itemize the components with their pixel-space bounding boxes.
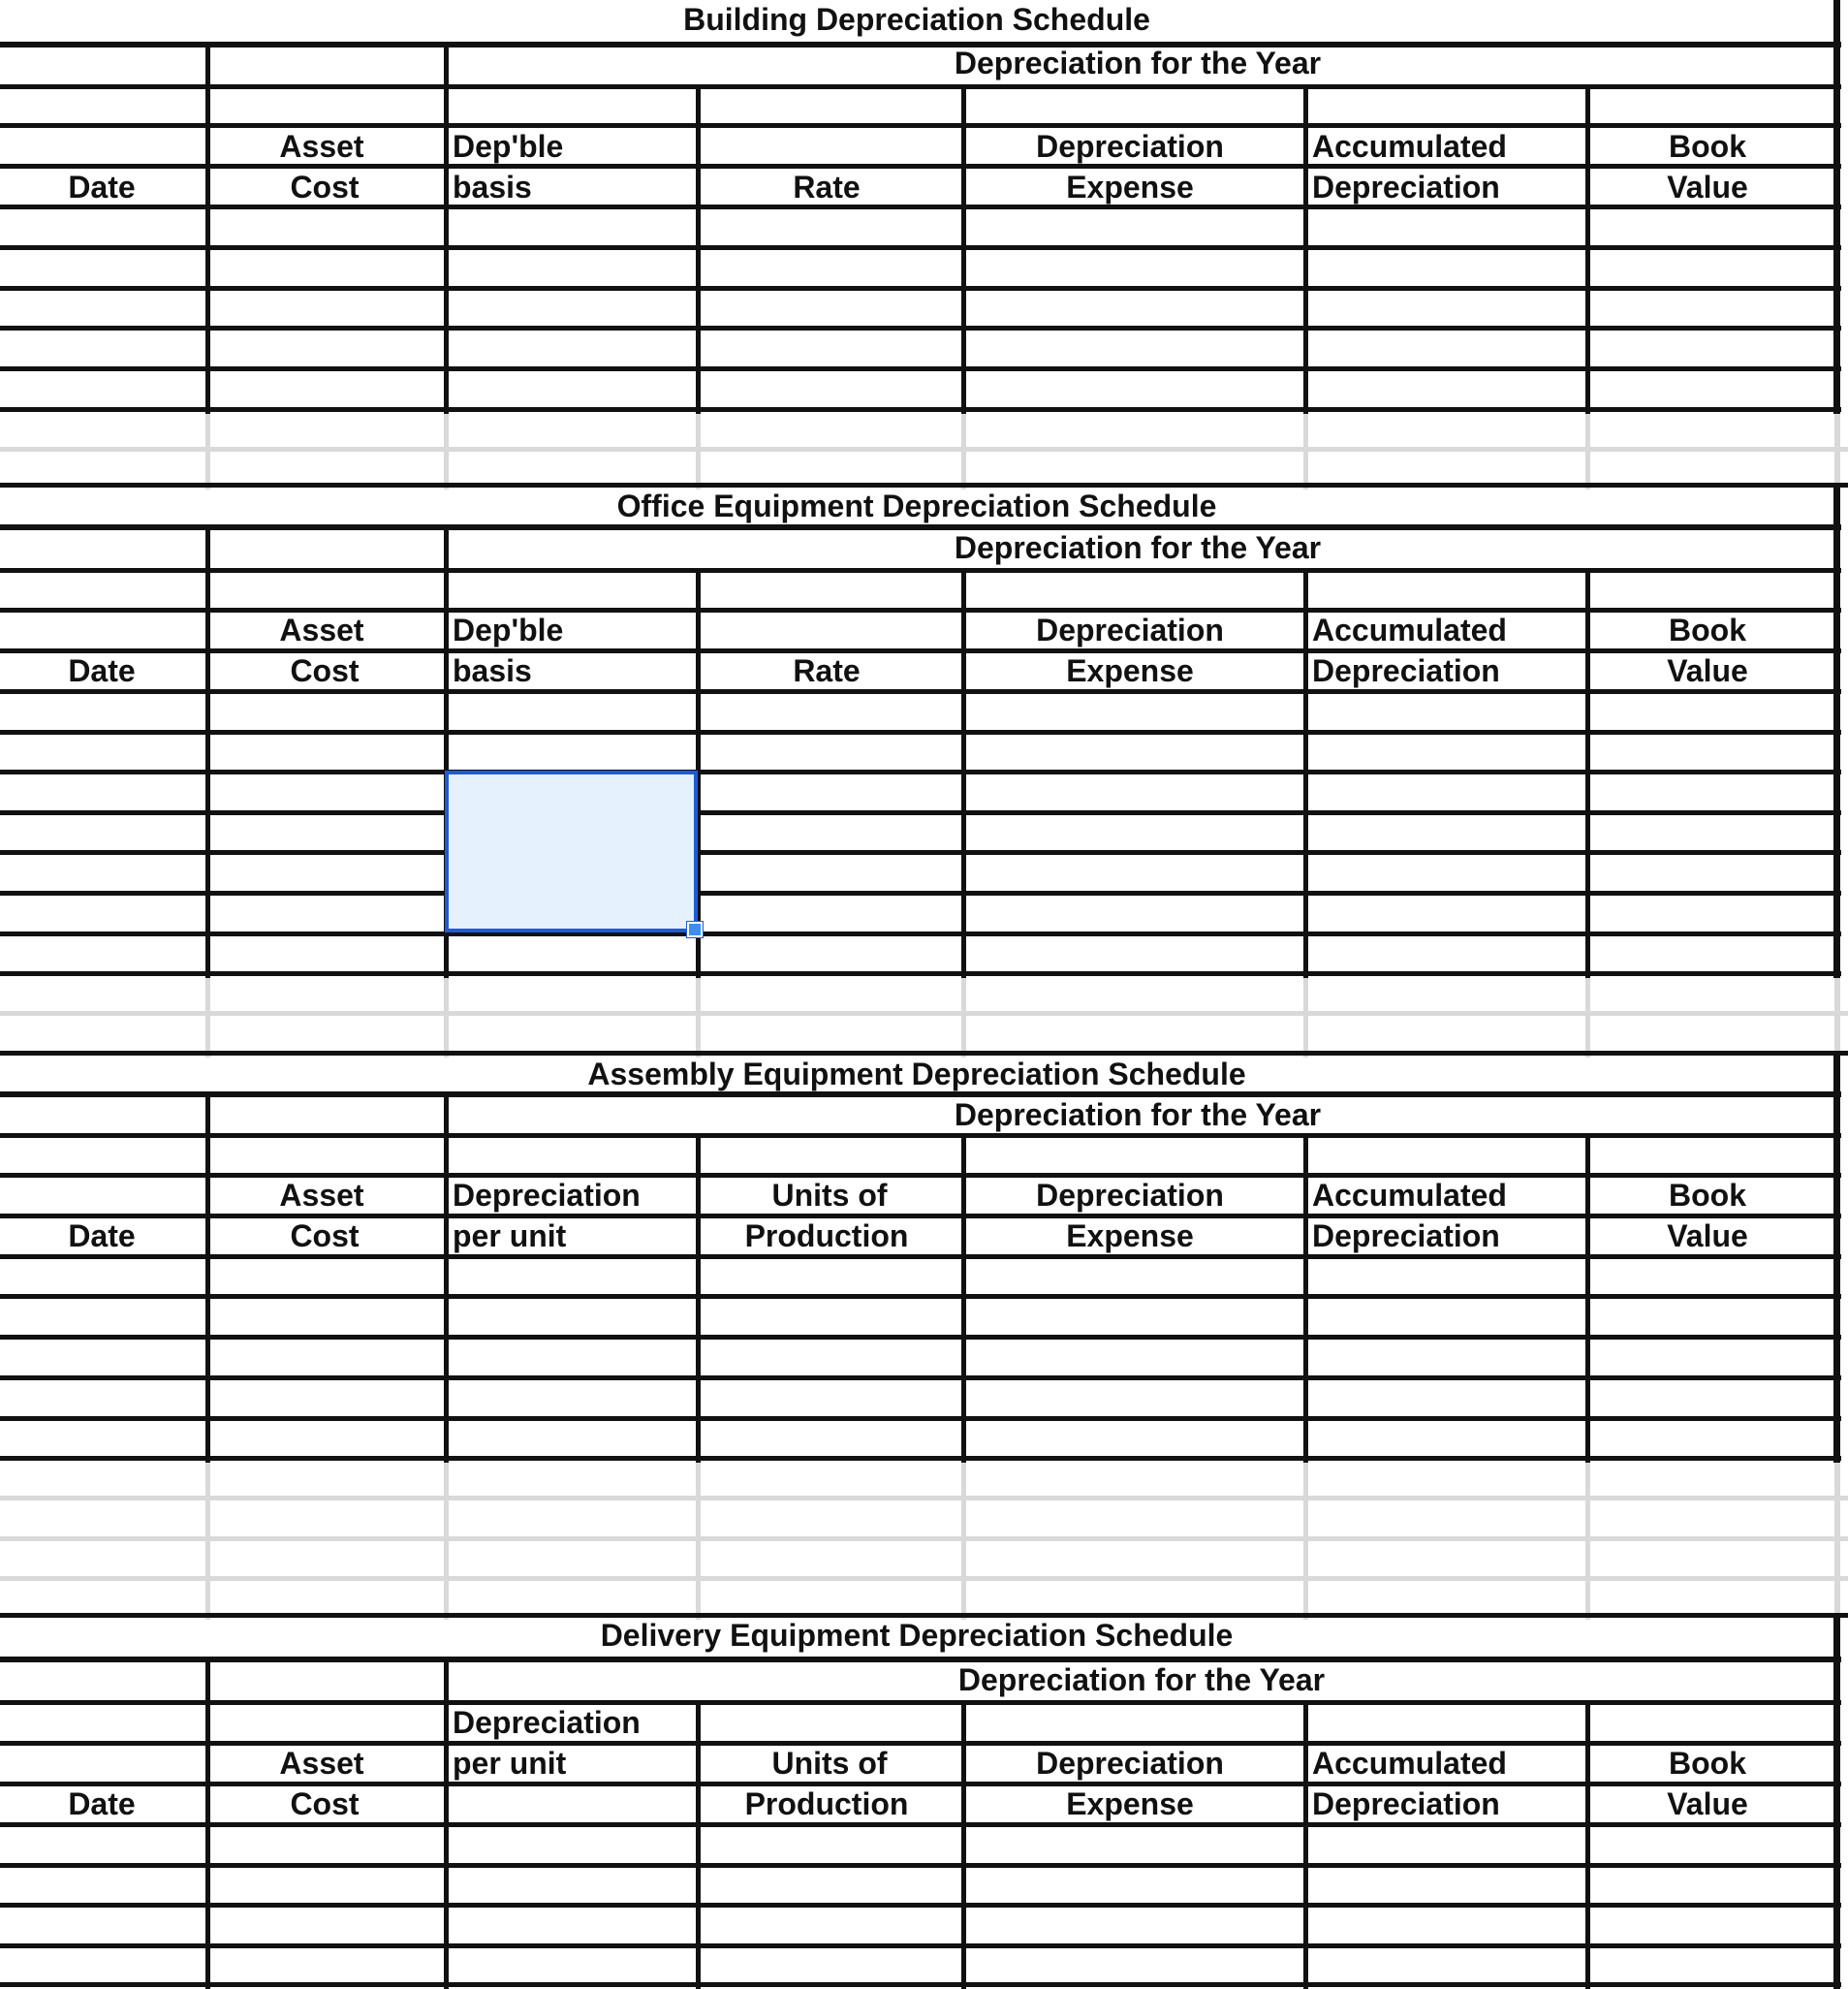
gridline bbox=[205, 43, 210, 414]
gridline bbox=[444, 43, 449, 414]
gridline bbox=[0, 608, 1841, 613]
header-date: Date bbox=[68, 653, 136, 688]
header-asset: Asset bbox=[279, 1178, 364, 1213]
header-accumulated: Accumulated bbox=[1312, 129, 1507, 164]
header-value: Value bbox=[1667, 1786, 1748, 1821]
group-label: Depreciation for the Year bbox=[954, 46, 1322, 80]
header-depble: Dep'ble bbox=[453, 129, 564, 164]
gridline bbox=[0, 366, 1841, 371]
gridline bbox=[0, 407, 1841, 412]
gridline bbox=[0, 1782, 1841, 1786]
gridline bbox=[0, 1903, 1841, 1908]
gridline bbox=[0, 286, 1841, 291]
gridline bbox=[0, 568, 1841, 573]
gridline bbox=[0, 1214, 1841, 1218]
gridline bbox=[0, 648, 1841, 653]
gridline bbox=[0, 1536, 1848, 1541]
header-units-of: Units of bbox=[771, 1746, 888, 1781]
header-date: Date bbox=[68, 1218, 136, 1253]
gridline bbox=[0, 931, 1841, 936]
gridline bbox=[0, 1700, 1841, 1705]
gridline bbox=[0, 730, 1841, 735]
header-basis: basis bbox=[453, 653, 532, 688]
header-book: Book bbox=[1669, 1178, 1746, 1213]
gridline bbox=[0, 123, 1841, 128]
header-depreciation: Depreciation bbox=[1036, 613, 1224, 647]
gridline bbox=[0, 1416, 1841, 1421]
gridline bbox=[0, 1011, 1848, 1016]
header-value: Value bbox=[1667, 653, 1748, 688]
header-accumulated: Accumulated bbox=[1312, 1746, 1507, 1781]
header-accumulated: Accumulated bbox=[1312, 613, 1507, 647]
gridline bbox=[0, 1375, 1841, 1380]
header-expense: Expense bbox=[1066, 1218, 1194, 1253]
header-production: Production bbox=[744, 1786, 909, 1821]
header-cost: Cost bbox=[290, 170, 360, 205]
header-date: Date bbox=[68, 170, 136, 205]
group-label: Depreciation for the Year bbox=[954, 1097, 1322, 1132]
header-cost: Cost bbox=[290, 1786, 360, 1821]
header-production: Production bbox=[744, 1218, 909, 1253]
gridline bbox=[0, 1294, 1841, 1299]
header-depreciation: Depreciation bbox=[1036, 1746, 1224, 1781]
gridline bbox=[0, 245, 1841, 250]
header-cost: Cost bbox=[290, 1218, 360, 1253]
header-asset: Asset bbox=[279, 129, 364, 164]
header-depble: Dep'ble bbox=[453, 613, 564, 647]
header-accum-depreciation: Depreciation bbox=[1312, 1218, 1500, 1253]
gridline bbox=[0, 326, 1841, 331]
gridline bbox=[0, 84, 1841, 89]
gridline bbox=[205, 525, 210, 978]
header-book: Book bbox=[1669, 613, 1746, 647]
header-book: Book bbox=[1669, 1746, 1746, 1781]
gridline bbox=[0, 1173, 1841, 1178]
header-expense: Expense bbox=[1066, 1786, 1194, 1821]
fill-handle[interactable] bbox=[687, 922, 703, 937]
gridline bbox=[0, 770, 1841, 774]
gridline bbox=[0, 205, 1841, 209]
header-book: Book bbox=[1669, 129, 1746, 164]
gridline bbox=[0, 1576, 1848, 1581]
gridline bbox=[0, 1863, 1841, 1868]
header-value: Value bbox=[1667, 170, 1748, 205]
gridline bbox=[0, 447, 1848, 452]
header-units-of: Units of bbox=[771, 1178, 888, 1213]
schedule-title: Office Equipment Depreciation Schedule bbox=[616, 489, 1217, 523]
gridline bbox=[1833, 1614, 1840, 1989]
header-rate: Rate bbox=[793, 170, 861, 205]
header-depreciation-per: Depreciation bbox=[453, 1705, 641, 1740]
gridline bbox=[0, 42, 1841, 47]
header-depreciation-per: Depreciation bbox=[453, 1178, 641, 1213]
schedule-title: Building Depreciation Schedule bbox=[683, 2, 1150, 37]
gridline bbox=[0, 1741, 1841, 1746]
header-accum-depreciation: Depreciation bbox=[1312, 170, 1500, 205]
header-cost: Cost bbox=[290, 653, 360, 688]
gridline bbox=[0, 810, 1841, 815]
header-per-unit: per unit bbox=[453, 1746, 567, 1781]
gridline bbox=[0, 1657, 1841, 1662]
header-asset: Asset bbox=[279, 613, 364, 647]
gridline bbox=[0, 891, 1841, 896]
group-label: Depreciation for the Year bbox=[954, 530, 1322, 565]
gridline bbox=[0, 1133, 1841, 1138]
gridline bbox=[0, 1496, 1848, 1500]
schedule-title: Assembly Equipment Depreciation Schedule bbox=[587, 1057, 1246, 1091]
gridline bbox=[0, 850, 1841, 855]
gridline bbox=[0, 164, 1841, 169]
gridline bbox=[0, 971, 1841, 976]
header-value: Value bbox=[1667, 1218, 1748, 1253]
header-date: Date bbox=[68, 1786, 136, 1821]
gridline bbox=[0, 689, 1841, 694]
schedule-title: Delivery Equipment Depreciation Schedule bbox=[600, 1618, 1234, 1653]
gridline bbox=[444, 1092, 449, 1463]
gridline bbox=[205, 1092, 210, 1463]
gridline bbox=[0, 1335, 1841, 1340]
gridline bbox=[0, 1822, 1841, 1827]
group-label: Depreciation for the Year bbox=[957, 1662, 1326, 1697]
header-asset: Asset bbox=[279, 1746, 364, 1781]
header-per-unit: per unit bbox=[453, 1218, 567, 1253]
header-accumulated: Accumulated bbox=[1312, 1178, 1507, 1213]
gridline bbox=[0, 1943, 1841, 1948]
gridline bbox=[0, 1456, 1841, 1461]
header-expense: Expense bbox=[1066, 170, 1194, 205]
selected-cell-range[interactable] bbox=[445, 771, 698, 932]
header-accum-depreciation: Depreciation bbox=[1312, 1786, 1500, 1821]
header-accum-depreciation: Depreciation bbox=[1312, 653, 1500, 688]
header-basis: basis bbox=[453, 170, 532, 205]
header-expense: Expense bbox=[1066, 653, 1194, 688]
header-depreciation: Depreciation bbox=[1036, 1178, 1224, 1213]
header-depreciation: Depreciation bbox=[1036, 129, 1224, 164]
header-rate: Rate bbox=[793, 653, 861, 688]
gridline bbox=[0, 1254, 1841, 1259]
